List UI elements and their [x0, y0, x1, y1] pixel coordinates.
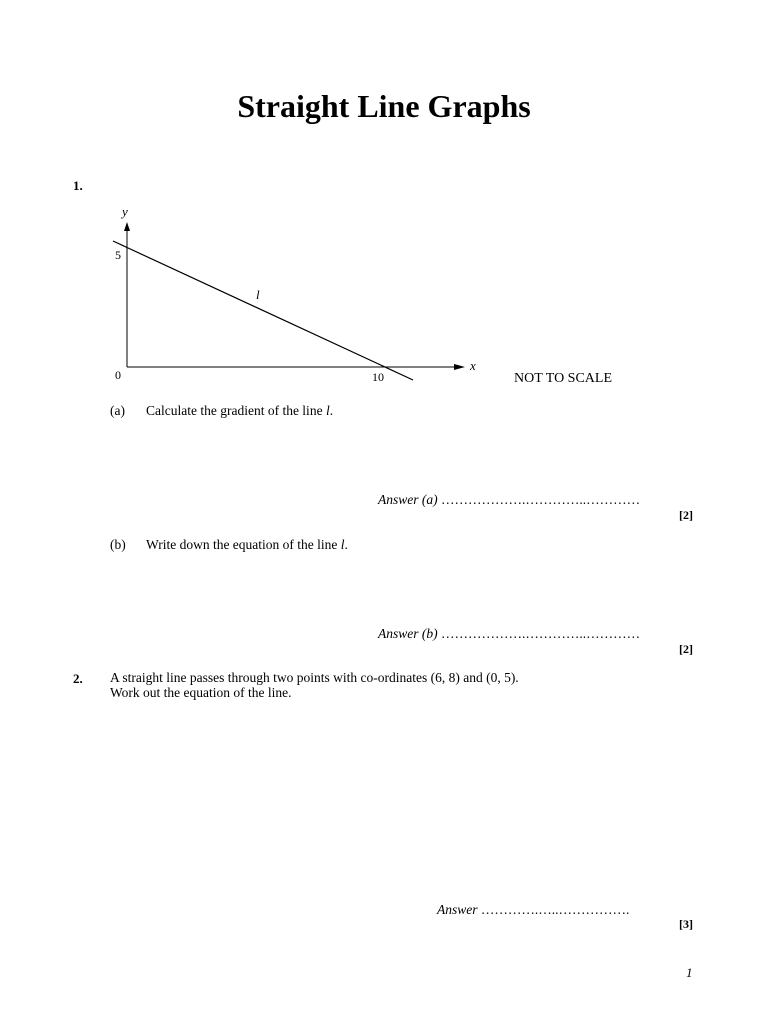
question-2-line-2: Work out the equation of the line.	[110, 685, 292, 700]
x-axis-arrow	[454, 364, 465, 370]
y-axis-label: y	[122, 204, 128, 219]
part-a-question-variable: l	[325, 403, 330, 418]
part-b-question-variable: l	[340, 537, 345, 552]
x-intercept-label: 10	[372, 370, 384, 384]
answer-a-line	[378, 492, 640, 508]
part-b-label: (b)	[110, 537, 126, 552]
part-b-question-end: .	[344, 537, 348, 552]
answer-b-line	[378, 626, 640, 642]
part-b-question	[146, 537, 348, 553]
part-b-question-text: Write down the equation of the line	[146, 537, 341, 552]
page-number: 1	[686, 965, 693, 980]
answer-2-line	[437, 902, 629, 918]
y-axis-arrow	[124, 222, 130, 231]
question-2-number: 2.	[73, 671, 83, 686]
line-l	[113, 241, 413, 380]
part-a-question-text: Calculate the gradient of the line	[146, 403, 326, 418]
question-2-marks: [3]	[679, 917, 693, 931]
x-axis-label: x	[470, 358, 476, 373]
y-intercept-label: 5	[115, 248, 121, 262]
answer-2-dots[interactable]: ………….…..…………….	[480, 902, 630, 917]
answer-2-label: Answer	[437, 902, 478, 917]
part-a-label: (a)	[110, 403, 125, 418]
part-a-question	[146, 403, 333, 419]
answer-b-label: Answer (b)	[378, 626, 438, 641]
answer-b-dots[interactable]: ……………….…………..…………	[441, 626, 641, 641]
answer-a-label: Answer (a)	[378, 492, 438, 507]
straight-line-graph	[105, 200, 485, 390]
part-b-marks: [2]	[679, 642, 693, 656]
not-to-scale-note: NOT TO SCALE	[514, 371, 613, 386]
origin-label: 0	[115, 368, 121, 382]
page-title: Straight Line Graphs	[237, 88, 531, 124]
line-l-label: l	[256, 287, 260, 302]
question-2-line-1: A straight line passes through two points with co-ordinates (6, 8) and (0, 5).	[110, 670, 519, 685]
answer-a-dots[interactable]: ……………….…………..…………	[441, 492, 641, 507]
part-a-question-end: .	[329, 403, 334, 418]
question-1-number: 1.	[73, 178, 83, 193]
part-a-marks: [2]	[679, 508, 693, 522]
